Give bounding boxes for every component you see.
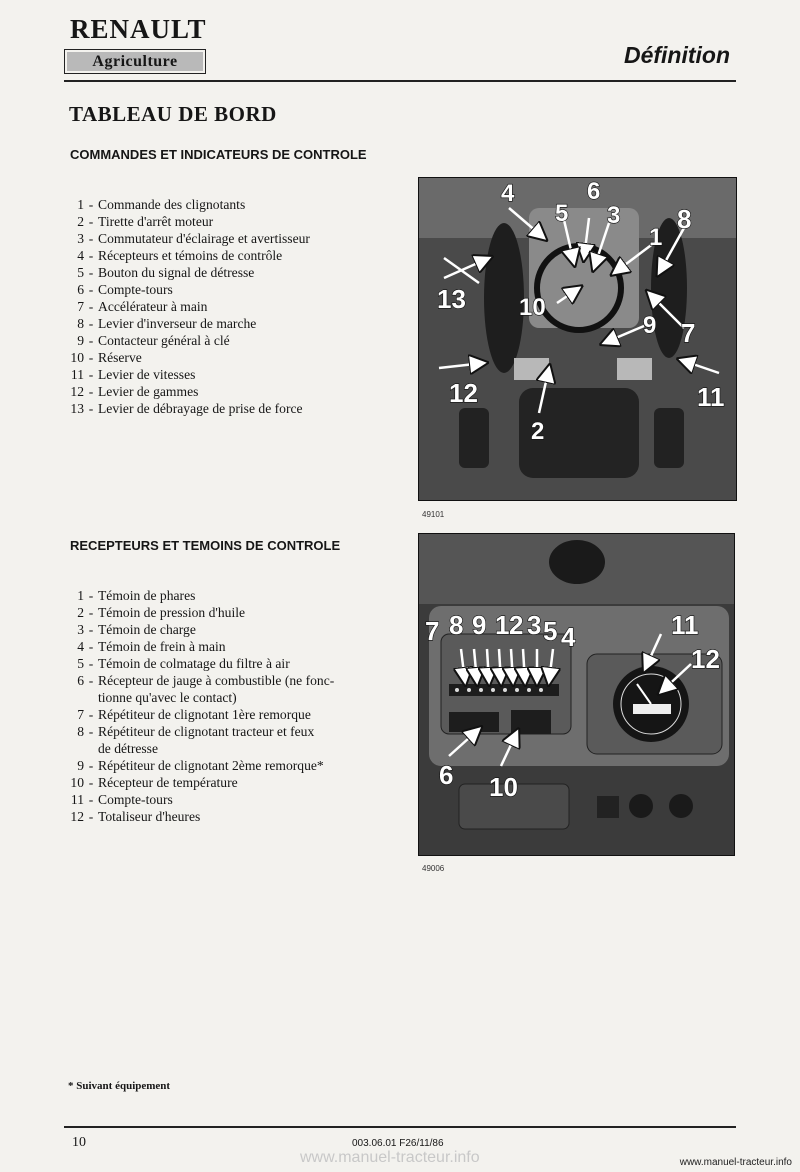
callout-8: 8 xyxy=(449,610,464,640)
recepteurs-list xyxy=(58,587,388,825)
list-item: 7 - Répétiteur de clignotant 1ère remorque xyxy=(77,707,311,722)
brand-subtitle-box xyxy=(64,49,206,74)
section1-heading: COMMANDES ET INDICATEURS DE CONTROLE xyxy=(70,147,367,162)
list-item: 8 - Répétiteur de clignotant tracteur et feux xyxy=(77,724,315,739)
callout-3: 3 xyxy=(607,202,621,229)
list-item: 6 - Compte-tours xyxy=(77,282,173,297)
list-item: 6 - Récepteur de jauge à combustible (ne fonc- xyxy=(77,673,335,688)
list-item: 12 - Totaliseur d'heures xyxy=(70,809,201,824)
list-item-continuation: de détresse xyxy=(98,741,159,756)
callout-6: 6 xyxy=(439,760,454,790)
section2-heading: RECEPTEURS ET TEMOINS DE CONTROLE xyxy=(70,538,341,553)
callout-9: 9 xyxy=(472,610,487,640)
callout-10: 10 xyxy=(489,772,518,802)
callout-5: 5 xyxy=(555,200,569,227)
list-item: 1 - Commande des clignotants xyxy=(77,197,246,212)
callout-4: 4 xyxy=(501,180,515,207)
watermark: www.manuel-tracteur.info xyxy=(300,1149,480,1166)
page-title: TABLEAU DE BORD xyxy=(69,102,277,126)
callout-11: 11 xyxy=(671,610,699,640)
list-item: 8 - Levier d'inverseur de marche xyxy=(77,316,257,331)
list-item: 10 - Récepteur de température xyxy=(70,775,238,790)
panel-illustration xyxy=(419,534,735,856)
watermark-small: www.manuel-tracteur.info xyxy=(679,1157,792,1168)
page-number: 10 xyxy=(72,1135,86,1150)
list-item: 10 - Réserve xyxy=(70,350,142,365)
list-item: 3 - Témoin de charge xyxy=(77,622,196,637)
tractor-cockpit-photo xyxy=(418,177,737,501)
callout-7: 7 xyxy=(681,318,696,348)
list-item: 7 - Accélérateur à main xyxy=(77,299,208,314)
footnote: * Suivant équipement xyxy=(68,1080,171,1092)
footer-rule xyxy=(64,1126,736,1128)
list-item: 13 - Levier de débrayage de prise de force xyxy=(70,401,303,416)
callout-1: 1 xyxy=(649,224,663,251)
callout-5: 5 xyxy=(543,616,558,646)
instrument-panel-photo xyxy=(418,533,735,856)
list-item: 11 - Compte-tours xyxy=(70,792,173,807)
callout-6: 6 xyxy=(587,178,601,205)
callout-3: 3 xyxy=(527,610,542,640)
callout-9: 9 xyxy=(643,312,657,339)
list-item: 2 - Tirette d'arrêt moteur xyxy=(77,214,214,229)
commandes-list xyxy=(58,196,388,417)
callout-12: 12 xyxy=(449,378,478,408)
list-item: 5 - Témoin de colmatage du filtre à air xyxy=(77,656,290,671)
section-title: Définition xyxy=(623,42,730,68)
brand-logo: RENAULT xyxy=(70,14,207,44)
callout-8: 8 xyxy=(677,204,692,234)
list-item: 5 - Bouton du signal de détresse xyxy=(77,265,255,280)
callout-2: 2 xyxy=(509,610,524,640)
callout-4: 4 xyxy=(561,622,576,652)
photo1-caption: 49101 xyxy=(422,510,445,519)
list-item: 12 - Levier de gammes xyxy=(70,384,199,399)
callout-11: 11 xyxy=(697,382,725,412)
list-item: 9 - Contacteur général à clé xyxy=(77,333,230,348)
callout-2: 2 xyxy=(531,418,545,445)
photo2-caption: 49006 xyxy=(422,864,445,873)
list-item: 1 - Témoin de phares xyxy=(77,588,196,603)
list-item: 4 - Récepteurs et témoins de contrôle xyxy=(77,248,283,263)
list-item-continuation: tionne qu'avec le contact) xyxy=(98,690,237,705)
callout-1: 1 xyxy=(495,610,510,640)
list-item: 3 - Commutateur d'éclairage et avertisseur xyxy=(77,231,310,246)
brand-subtitle: Agriculture xyxy=(67,52,203,71)
callout-13: 13 xyxy=(437,284,466,314)
header-rule xyxy=(64,80,736,82)
list-item: 4 - Témoin de frein à main xyxy=(77,639,226,654)
document-reference: 003.06.01 F26/11/86 xyxy=(352,1138,444,1149)
callout-10: 10 xyxy=(519,294,546,321)
list-item: 2 - Témoin de pression d'huile xyxy=(77,605,246,620)
list-item: 11 - Levier de vitesses xyxy=(70,367,196,382)
callout-12: 12 xyxy=(691,644,720,674)
callout-7: 7 xyxy=(425,616,440,646)
list-item: 9 - Répétiteur de clignotant 2ème remorque* xyxy=(77,758,324,773)
